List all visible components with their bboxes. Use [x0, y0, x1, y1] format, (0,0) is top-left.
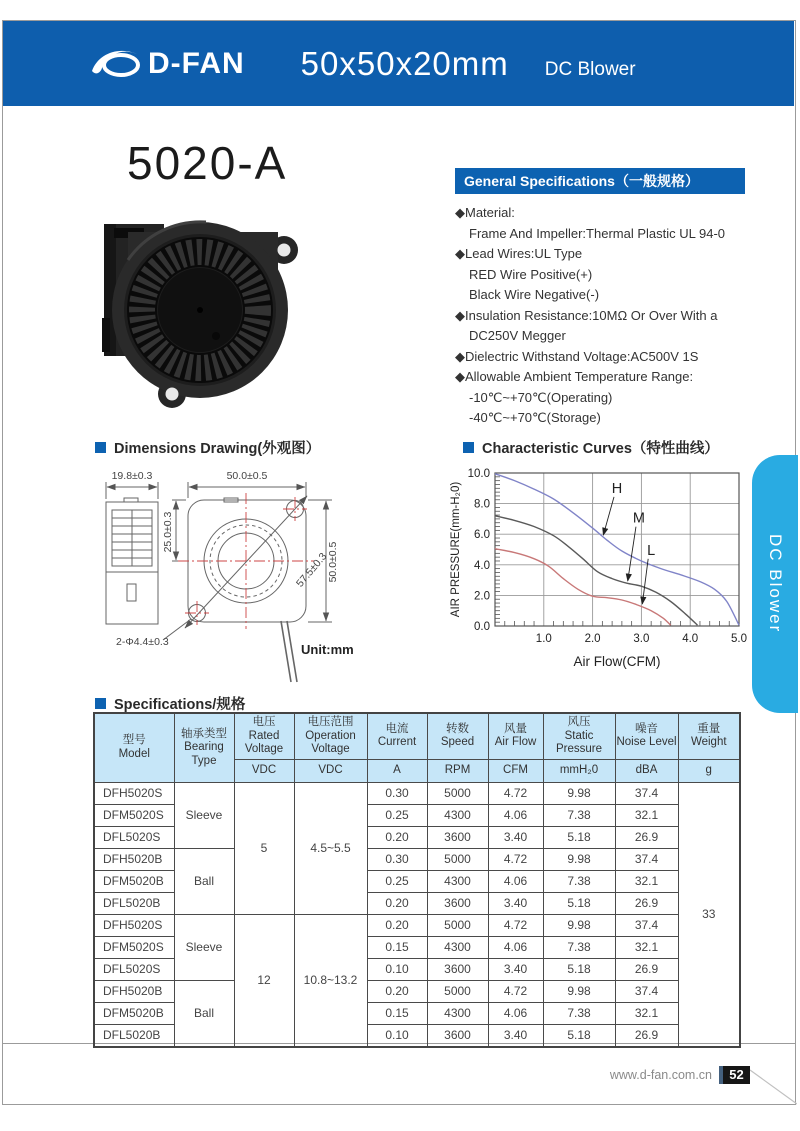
svg-text:1.0: 1.0	[535, 633, 552, 645]
section-title: Dimensions Drawing(外观图）	[114, 441, 321, 457]
cell-value: 26.9	[615, 892, 678, 914]
cell-value: 7.38	[543, 936, 615, 958]
cell-value: 5000	[427, 848, 488, 870]
cell-value: 5000	[427, 980, 488, 1002]
col-header: 风量 Air Flow	[488, 713, 543, 759]
svg-text:4.0: 4.0	[682, 633, 699, 645]
cell-value: 0.25	[367, 870, 427, 892]
cell-value: 0.15	[367, 936, 427, 958]
cell-value: 32.1	[615, 870, 678, 892]
cell-value: 4300	[427, 1002, 488, 1024]
cell-value: 4.72	[488, 980, 543, 1002]
category-side-tab[interactable]	[752, 455, 798, 713]
corner-fold-line	[750, 1066, 797, 1106]
section-bullet-icon	[95, 698, 106, 709]
cell-value: 0.20	[367, 892, 427, 914]
svg-text:0.0: 0.0	[474, 621, 490, 633]
spec-item: ◆Material:	[455, 205, 515, 220]
cell-model: DFL5020S	[94, 958, 174, 980]
section-header-specifications	[95, 693, 245, 714]
svg-text:8.0: 8.0	[474, 498, 490, 511]
general-specifications-panel	[455, 168, 745, 429]
cell-voltage-range: 10.8~13.2	[294, 914, 367, 1047]
svg-text:2.0: 2.0	[584, 633, 601, 645]
cell-value: 4.72	[488, 782, 543, 804]
table-row	[94, 782, 740, 804]
model-title: 5020-A	[127, 137, 288, 189]
website-link[interactable]: www.d-fan.com.cn	[609, 1068, 712, 1082]
cell-value: 0.20	[367, 826, 427, 848]
cell-value: 32.1	[615, 1002, 678, 1024]
svg-text:AIR PRESSURE(mm-H₂0): AIR PRESSURE(mm-H₂0)	[450, 481, 462, 618]
product-size-title: 50x50x20mm	[300, 44, 509, 82]
product-photo	[88, 198, 303, 408]
cell-value: 0.20	[367, 914, 427, 936]
cell-model: DFM5020S	[94, 804, 174, 826]
col-unit: RPM	[427, 759, 488, 782]
cell-value: 4.72	[488, 914, 543, 936]
cell-value: 3.40	[488, 826, 543, 848]
dim-holes: 2-Φ4.4±0.3	[116, 636, 169, 648]
spec-item: -40℃~+70℃(Storage)	[469, 410, 601, 425]
cell-value: 5.18	[543, 958, 615, 980]
cell-bearing: Ball	[174, 980, 234, 1047]
spec-item: ◆Insulation Resistance:10MΩ Or Over With a	[455, 307, 718, 323]
dim-front-width: 50.0±0.5	[226, 470, 268, 482]
cell-bearing: Sleeve	[174, 914, 234, 980]
dim-diagonal: 57.5±0.3	[293, 550, 330, 590]
cell-value: 3.40	[488, 1024, 543, 1047]
spec-item: DC250V Megger	[469, 328, 566, 343]
cell-value: 9.98	[543, 914, 615, 936]
table-row	[94, 980, 740, 1002]
cell-model: DFM5020B	[94, 1002, 174, 1024]
cell-voltage: 12	[234, 914, 294, 1047]
col-header: 电流 Current	[367, 713, 427, 759]
cell-value: 3.40	[488, 958, 543, 980]
cell-value: 3.40	[488, 892, 543, 914]
section-bullet-icon	[463, 442, 474, 453]
svg-text:2.0: 2.0	[474, 590, 490, 603]
col-header: 电压范围 Operation Voltage	[294, 713, 367, 759]
characteristic-curves-chart	[448, 460, 750, 672]
spec-item: ◆Allowable Ambient Temperature Range:	[455, 369, 694, 384]
col-header: 风压 Static Pressure	[543, 713, 615, 759]
side-tab-label: DC Blower	[766, 534, 785, 634]
cell-model: DFH5020B	[94, 848, 174, 870]
section-title: Specifications/规格	[114, 697, 246, 713]
table-row	[94, 914, 740, 936]
cell-value: 26.9	[615, 958, 678, 980]
general-specifications-title: General Specifications（一般规格）	[455, 168, 745, 194]
cell-value: 5.18	[543, 1024, 615, 1047]
svg-text:5.0: 5.0	[731, 633, 747, 645]
cell-value: 0.30	[367, 782, 427, 804]
section-title: Characteristic Curves（特性曲线）	[482, 441, 719, 457]
cell-value: 5.18	[543, 892, 615, 914]
col-unit: VDC	[294, 759, 367, 782]
cell-model: DFH5020S	[94, 782, 174, 804]
cell-value: 4.06	[488, 804, 543, 826]
cell-value: 3600	[427, 1024, 488, 1047]
section-header-curves	[463, 437, 719, 458]
cell-bearing: Sleeve	[174, 782, 234, 848]
spec-item: RED Wire Positive(+)	[469, 266, 593, 282]
cell-model: DFL5020S	[94, 826, 174, 848]
cell-value: 3600	[427, 958, 488, 980]
cell-model: DFM5020B	[94, 870, 174, 892]
cell-model: DFL5020B	[94, 1024, 174, 1047]
cell-value: 7.38	[543, 804, 615, 826]
cell-voltage: 5	[234, 782, 294, 914]
svg-text:6.0: 6.0	[474, 529, 490, 542]
page-number-badge: 52	[719, 1066, 750, 1084]
cell-value: 9.98	[543, 848, 615, 870]
cell-value: 5.18	[543, 826, 615, 848]
col-header: 重量 Weight	[678, 713, 740, 759]
dim-unit: Unit:mm	[301, 642, 354, 657]
cell-value: 4300	[427, 804, 488, 826]
cell-value: 4300	[427, 936, 488, 958]
cell-value: 0.25	[367, 804, 427, 826]
cell-value: 5000	[427, 914, 488, 936]
brand-name: D-FAN	[148, 46, 245, 80]
cell-value: 9.98	[543, 980, 615, 1002]
col-unit: dBA	[615, 759, 678, 782]
cell-value: 4.06	[488, 1002, 543, 1024]
cell-value: 26.9	[615, 1024, 678, 1047]
general-specifications-list	[455, 203, 745, 429]
cell-value: 37.4	[615, 848, 678, 870]
col-header-bearing: 轴承类型 Bearing Type	[174, 713, 234, 782]
spec-item: Frame And Impeller:Thermal Plastic UL 94-0	[469, 225, 726, 241]
cell-value: 7.38	[543, 870, 615, 892]
dimensions-drawing	[88, 452, 443, 690]
spec-item: -10℃~+70℃(Operating)	[469, 389, 613, 405]
cell-voltage-range: 4.5~5.5	[294, 782, 367, 914]
cell-value: 37.4	[615, 980, 678, 1002]
cell-value: 0.30	[367, 848, 427, 870]
col-header-model: 型号 Model	[94, 713, 174, 782]
col-header: 转数 Speed	[427, 713, 488, 759]
cell-value: 37.4	[615, 782, 678, 804]
col-unit: VDC	[234, 759, 294, 782]
svg-text:Air Flow(CFM): Air Flow(CFM)	[573, 654, 661, 669]
cell-model: DFH5020B	[94, 980, 174, 1002]
col-unit: mmH₂0	[543, 759, 615, 782]
col-unit: A	[367, 759, 427, 782]
cell-model: DFL5020B	[94, 892, 174, 914]
svg-text:H: H	[611, 480, 623, 497]
dim-side-depth: 19.8±0.3	[111, 470, 153, 482]
cell-value: 4.06	[488, 936, 543, 958]
spec-item: ◆Dielectric Withstand Voltage:AC500V 1S	[455, 348, 699, 364]
svg-text:10.0: 10.0	[467, 468, 490, 480]
header-banner	[3, 21, 794, 106]
cell-value: 37.4	[615, 914, 678, 936]
cell-value: 0.15	[367, 1002, 427, 1024]
product-type-title: DC Blower	[544, 58, 636, 80]
swoosh-logo-icon	[91, 45, 143, 83]
table-row	[94, 848, 740, 870]
spec-item: Black Wire Negative(-)	[469, 287, 600, 302]
cell-value: 9.98	[543, 782, 615, 804]
svg-text:M: M	[632, 510, 646, 527]
cell-model: DFH5020S	[94, 914, 174, 936]
cell-value: 4.72	[488, 848, 543, 870]
specifications-table	[93, 712, 741, 1048]
cell-model: DFM5020S	[94, 936, 174, 958]
cell-value: 5000	[427, 782, 488, 804]
svg-text:3.0: 3.0	[633, 633, 650, 645]
svg-text:4.0: 4.0	[474, 559, 490, 572]
col-header: 电压 Rated Voltage	[234, 713, 294, 759]
cell-value: 7.38	[543, 1002, 615, 1024]
col-unit: CFM	[488, 759, 543, 782]
col-unit: g	[678, 759, 740, 782]
dim-front-height: 50.0±0.5	[327, 541, 339, 583]
cell-value: 32.1	[615, 804, 678, 826]
cell-value: 4.06	[488, 870, 543, 892]
dim-inlet-offset: 25.0±0.3	[162, 511, 174, 553]
col-header: 噪音 Noise Level	[615, 713, 678, 759]
cell-value: 0.10	[367, 1024, 427, 1047]
cell-weight: 33	[678, 782, 740, 1047]
cell-value: 4300	[427, 870, 488, 892]
cell-value: 0.10	[367, 958, 427, 980]
spec-item: ◆Lead Wires:UL Type	[455, 246, 583, 261]
cell-value: 3600	[427, 892, 488, 914]
cell-value: 3600	[427, 826, 488, 848]
brand-logo	[91, 45, 245, 83]
svg-text:L: L	[647, 542, 656, 559]
cell-value: 32.1	[615, 936, 678, 958]
cell-value: 0.20	[367, 980, 427, 1002]
cell-value: 26.9	[615, 826, 678, 848]
cell-bearing: Ball	[174, 848, 234, 914]
